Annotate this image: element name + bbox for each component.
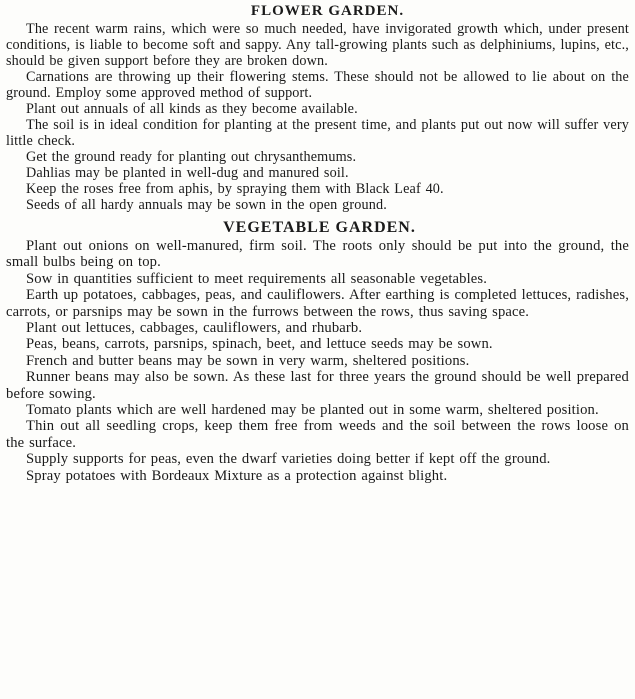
flower-garden-section — [6, 0, 629, 213]
flower-paragraph: Carnations are throwing up their flowering stems. These should not be allowed to lie about on the ground. Employ some approved method of support. — [6, 69, 629, 101]
vegetable-paragraph: Peas, beans, carrots, parsnips, spinach, beet, and lettuce seeds may be sown. — [26, 336, 493, 353]
vegetable-paragraph: French and butter beans may be sown in very warm, sheltered positions. — [26, 352, 470, 369]
flower-paragraph: Plant out annuals of all kinds as they become available. — [26, 101, 358, 117]
flower-paragraph: The soil is in ideal condition for planting at the present time, and plants put out now will suffer very little check. — [6, 117, 629, 149]
vegetable-paragraph: Runner beans may also be sown. As these last for three years the ground should be well prepared before sowing. — [6, 369, 629, 402]
vegetable-paragraph: Plant out onions on well-manured, firm soil. The roots only should be put into the ground, the small bulbs being on top. — [6, 238, 629, 271]
vegetable-paragraph: Spray potatoes with Bordeaux Mixture as a protection against blight. — [26, 467, 448, 484]
flower-paragraph: Seeds of all hardy annuals may be sown in the open ground. — [26, 197, 387, 213]
flower-paragraph: Keep the roses free from aphis, by spraying them with Black Leaf 40. — [26, 181, 444, 197]
vegetable-paragraph: Supply supports for peas, even the dwarf varieties doing better if kept off the ground. — [26, 451, 551, 468]
flower-paragraph: The recent warm rains, which were so much needed, have invigorated growth which, under present conditions, is liable to become soft and sappy. Any tall-growing plants such as delphiniums, lupins, etc., should be given support before they are broken down. — [6, 21, 629, 69]
vegetable-paragraph: Plant out lettuces, cabbages, cauliflowers, and rhubarb. — [26, 320, 363, 337]
flower-paragraph: Dahlias may be planted in well-dug and manured soil. — [26, 165, 349, 181]
vegetable-garden-section — [6, 218, 629, 484]
vegetable-paragraph: Thin out all seedling crops, keep them free from weeds and the soil between the rows loose on the surface. — [6, 418, 629, 451]
vegetable-paragraph: Tomato plants which are well hardened may be planted out in some warm, sheltered position. — [26, 402, 599, 419]
vegetable-garden-heading: VEGETABLE GARDEN. — [223, 219, 416, 236]
flower-garden-heading: FLOWER GARDEN. — [250, 3, 405, 19]
vegetable-paragraph: Earth up potatoes, cabbages, peas, and cauliflowers. After earthing is completed lettuces, radishes, carrots, or parsnips may be sown in the furrows between the rows, thus saving space. — [6, 287, 629, 320]
vegetable-paragraph: Sow in quantities sufficient to meet requirements all seasonable vegetables. — [26, 270, 488, 287]
flower-paragraph: Get the ground ready for planting out chrysanthemums. — [26, 149, 357, 165]
